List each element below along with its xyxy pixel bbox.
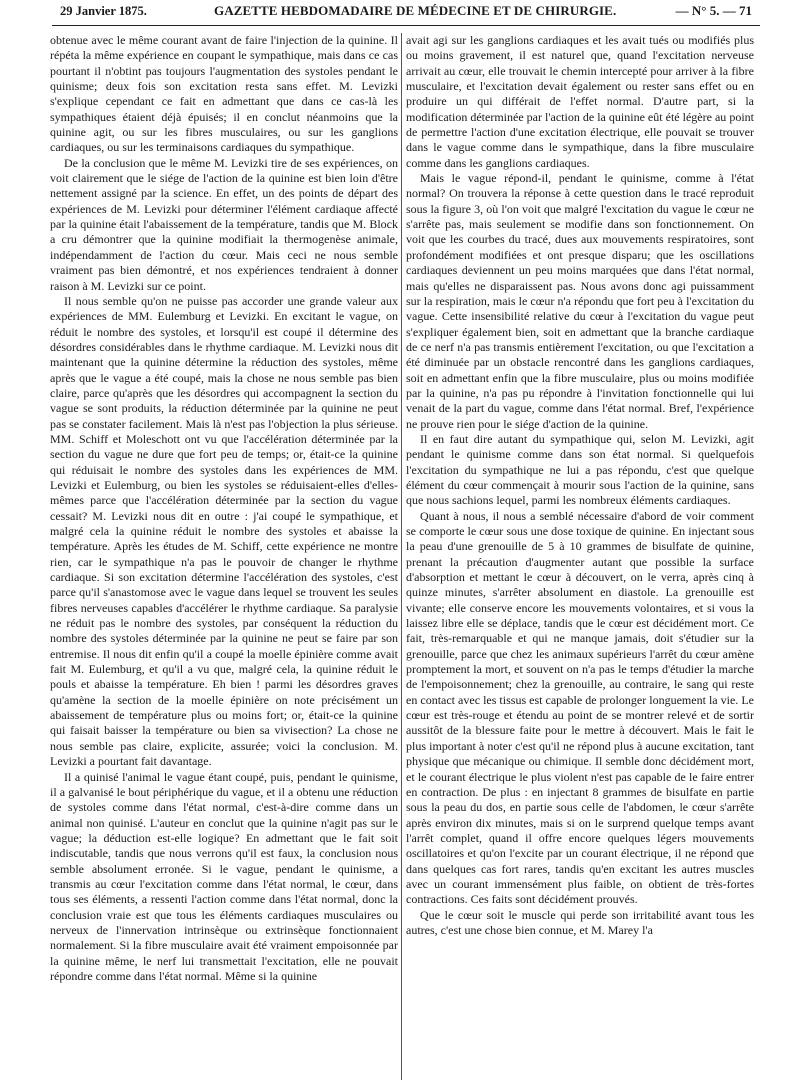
left-column xyxy=(50,33,398,984)
header-date: 29 Janvier 1875. xyxy=(60,4,147,18)
header-rule xyxy=(52,25,760,26)
paragraph: Que le cœur soit le muscle qui perde son irritabilité avant tous les autres, c'est une chose bien connue, et M. Marey l'a xyxy=(406,907,754,937)
running-header xyxy=(52,3,760,23)
paragraph: obtenue avec le même courant avant de faire l'injection de la quinine. Il répéta la même expérience en coupant le sympathique, mais dans ce cas pourtant il n'obtint pas toujours l'augmentation des systoles pendant le quinisme; deux fois son excitation resta sans effet. M. Levizki s'explique cependant ce fait en admettant que dans ce cas-là les sympathiques étaient déjà épuisés; il en conclut néanmoins que la quinine agit, ou sur les fibres musculaires, ou sur les ganglions cardiaques, ou sur les terminaisons cardiaques du sympathique. xyxy=(50,33,398,155)
paragraph: Mais le vague répond-il, pendant le quinisme, comme à l'état normal? On trouvera la réponse à cette question dans le tracé reproduit sous la figure 3, où l'on voit que malgré l'excitation du vague le cœur ne s'arrête pas, mais seulement se modifie dans son fonctionnement. On voit que les courbes du tracé, dues aux mouvements respiratoires, sont profondément modifiées et ont presque disparu; que les oscillations cardiaques deviennent un peu moins marquées que dans l'état normal, mais qu'elles ne disparaissent pas. Nous avons donc agi puissamment sur la respiration, mais le cœur n'a répondu que fort peu à l'excitation du vague. Cette insensibilité relative du cœur à l'excitation du vague peut s'expliquer également bien, soit en admettant que la branche cardiaque de ce nerf n'a pas transmis entièrement l'excitation, ou que l'excitation a été diminuée par un obstacle rencontré dans les ganglions cardiaques, soit en admettant enfin que la fibre musculaire, plus ou moins modifiée par la quinine, n'a pas pu répondre à l'invitation fonctionnelle qui lui venait de la part du vague, comme dans l'état normal. Bref, l'expérience ne prouve rien pour le siége d'action de la quinine. xyxy=(406,171,754,431)
paragraph: Il nous semble qu'on ne puisse pas accorder une grande valeur aux expériences de MM. Eulemburg et Levizki. En excitant le vague, on réduit le nombre des systoles, et lorsqu'il est coupé il détermine des désordres considérables dans le rhythme cardiaque. M. Levizki nous dit maintenant que la quinine détermine la réduction des systoles, même après que le vague a été coupé, mais la chose ne nous semble pas bien claire, parce qu'après que les désordres qui accompagnent la section du vague se sont produits, la réduction déterminée par la quinine ne peut pas se constater facilement. Mais là n'est pas l'objection la plus sérieuse. MM. Schiff et Moleschott ont vu que l'accélération déterminée par la section du vague ne dure que fort peu de temps; or, était-ce la quinine qui réduisait le nombre des systoles dans les expériences de MM. Levizki et Eulemburg, ou bien les systoles se réduisaient-elles d'elles-mêmes parce que l'accélération déterminée par la section du vague cessait? M. Levizki nous dit en outre : j'ai coupé le sympathique, et malgré cela la quinine réduit le nombre des systoles et abaisse la température. Après les études de M. Schiff, cette expérience ne montre rien, car le sympathique n'a pas le pouvoir de changer le rhythme cardiaque. Si son excitation détermine l'accélération des systoles, c'est parce qu'il s'anastomose avec le vague dans lequel se trouvent les seules fibres nerveuses capables d'accélérer le rhythme cardiaque. Sa paralysie ne réduit pas le nombre des systoles, par conséquent la réduction du nombre des systoles déterminée par la quinine ne peut se faire par son entremise. Il nous dit enfin qu'il a coupé la moelle épinière comme avait fait M. Eulemburg, et qu'il a vu que, malgré cela, la quinine réduit le pouls et abaisse la température. Eh bien ! parmi les désordres graves qu'amène la section de la moelle épinière on note précisément un abaissement de température plus ou moins fort; or, était-ce la quinine qui faisait baisser la température ou bien sa vivisection? La chose ne nous semble pas claire, explicite, assurée; voici la conclusion. M. Levizki a pourtant fait davantage. xyxy=(50,293,398,769)
paragraph: Quant à nous, il nous a semblé nécessaire d'abord de voir comment se comporte le cœur sous une dose toxique de quinine. En injectant sous la peau d'une grenouille de 5 à 10 grammes de bisulfate de quinine, prenant la précaution d'augmenter autant que possible la surface d'absorption et mettant le cœur à découvert, on le verra, après cinq à quinze minutes, s'arrêter absolument en diastole. La grenouille est vivante; elle conserve encore les mouvements volontaires, et si vous la laissez libre elle se déplace, tandis que le cœur est décidément mort. Ce fait, très-remarquable et qui ne manque jamais, doit s'étudier sur la grenouille, parce que chez les animaux supérieurs l'arrêt du cœur amène promptement la mort, et souvent on n'a pas le temps d'étudier la marche de l'empoisonnement; chez la grenouille, au contraire, le sang qui reste en contact avec les tissus est capable de prolonger longuement la vie. Le cœur est très-rouge et étendu au point de se montrer relevé et de sortir aussitôt de la blessure faite pour le mettre à découvert. Mais le fait le plus important à noter c'est qu'il ne répond plus à aucune excitation, tant physique que mécanique ou chimique. Il semble donc décidément mort, et le courant électrique le plus violent n'est pas capable de le faire entrer en contraction. De plus : en injectant 8 grammes de bisulfate en partie sous la peau du dos, en partie sous celle de l'abdomen, le cœur s'arrête après environ dix minutes, mais si on le surprend quelque temps avant l'arrêt complet, quand il offre encore quelques légers mouvements oscillatoires et qu'on l'excite par un courant électrique, il ne répond que dans quelques cas fort rares, tandis qu'en excitant les autres muscles avec un courant immensément plus faible, on obtient de très-fortes contractions. Ces faits sont décidément prouvés. xyxy=(406,508,754,907)
paragraph: Il a quinisé l'animal le vague étant coupé, puis, pendant le quinisme, il a galvanisé le bout périphérique du vague, et il a obtenu une réduction de systoles comme dans l'état normal, c'est-à-dire comme dans un animal non quinisé. L'auteur en conclut que la quinine n'agit pas sur le vague; la déduction est-elle logique? En admettant que le fait soit indiscutable, tandis que nous verrons qu'il est faux, la conclusion nous semble absolument erronée. Si le vague, pendant le quinisme, a transmis au cœur l'excitation comme dans l'état normal, le cœur, dans tous ses éléments, a ressenti l'action comme dans l'état normal, donc la conclusion vraie est que tous les éléments cardiaques musculaires ou nerveux de l'innervation intrinsèque ou extrinsèque fonctionnaient normalement. Si la fibre musculaire avait été vraiment empoisonnée par la quinine même, le nerf lui transmettait l'excitation, elle ne pouvait répondre comme dans l'état normal. Même si la quinine xyxy=(50,769,398,983)
paragraph: avait agi sur les ganglions cardiaques et les avait tués ou modifiés plus ou moins gravement, il est naturel que, quand l'excitation nerveuse arrivait au cœur, elle trouvait le chemin intercepté pour arriver à la fibre musculaire, et l'excitation devait également ou rester sans effet ou en produire un qui différait de l'effet normal. D'autre part, si la modification déterminée par l'action de la quinine eût été légère au point de permettre l'action d'une excitation électrique, elle pouvait se trouver dans le vague comme dans le sympathique, dans la fibre musculaire comme dans les ganglions cardiaques. xyxy=(406,33,754,170)
right-column xyxy=(406,33,754,938)
paragraph: De la conclusion que le même M. Levizki tire de ses expériences, on voit clairement que le siége de l'action de la quinine est bien loin d'être nettement assigné par la science. En effet, un des points de départ des expériences de M. Levizki pour déterminer l'élément cardiaque affecté par la quinine était l'abaissement de la température, tandis que M. Block a cru démontrer que la quinine modifiait la thermogenèse animale, indépendamment de l'action du cœur. Mais ceci ne nous semble vraiment pas bien démontré, et nos expériences tendraient à donner raison à M. Levizki sur ce point. xyxy=(50,155,398,293)
column-divider xyxy=(401,33,402,1080)
header-issue-page: — N° 5. — 71 xyxy=(675,3,752,18)
header-journal-title: GAZETTE HEBDOMADAIRE DE MÉDECINE ET DE CHIRURGIE. xyxy=(214,3,617,18)
paragraph: Il en faut dire autant du sympathique qui, selon M. Levizki, agit pendant le quinisme comme dans son état normal. Si quelquefois l'excitation du sympathique ne lui a pas répondu, c'est que quelque élément du cœur commençait à mourir sous l'action de la quinine, sans que nous sachions lequel, parmi les nombreux éléments cardiaques. xyxy=(406,431,754,508)
